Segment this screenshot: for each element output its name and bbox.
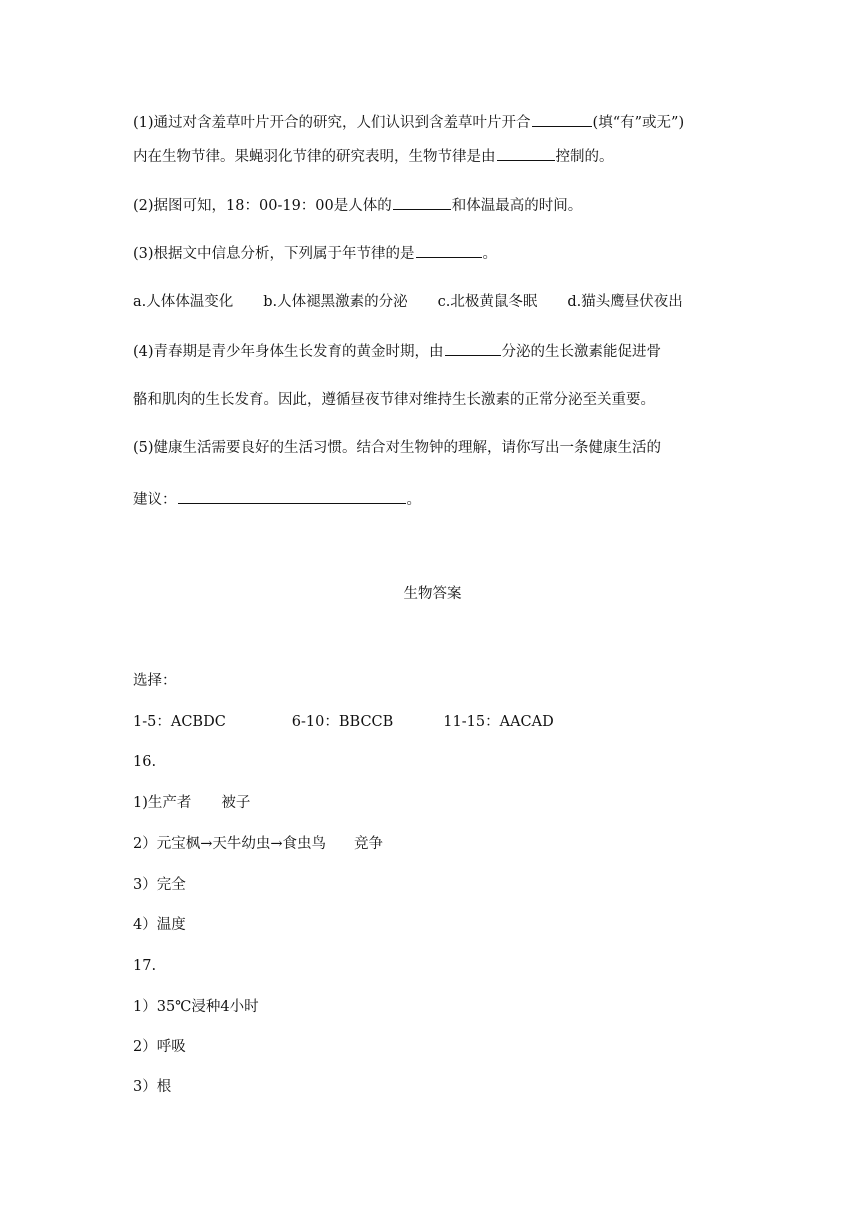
q16-answer-1b: 被子 (221, 795, 251, 811)
question-2-text-a: (2)据图可知，18：00-19：00是人体的 (133, 198, 392, 214)
q16-answer-2a: 2）元宝枫→天牛幼虫→食虫鸟 (133, 836, 327, 852)
question-5-line-2 (133, 489, 421, 510)
question-1-line-2-text-a: 内在生物节律。果蝇羽化节律的研究表明，生物节律是由 (133, 149, 496, 165)
answer-blank[interactable] (416, 243, 482, 258)
question-5-text-b: 。 (406, 492, 421, 508)
option-a: a.人体体温变化 (133, 294, 234, 310)
question-3-text-b: 。 (482, 246, 498, 262)
q16-answer-2 (133, 834, 383, 854)
select-answers (133, 712, 554, 732)
question-3-text-a: (3)根据文中信息分析，下列属于年节律的是 (133, 246, 415, 262)
q16-answer-1a: 1)生产者 (133, 795, 192, 811)
select-label: 选择： (133, 673, 177, 689)
q17-answer-3: 3）根 (133, 1079, 172, 1095)
q17-answer-2: 2）呼吸 (133, 1039, 186, 1055)
select-group-2: 6-10：BBCCB (291, 714, 394, 730)
question-1-text-b: (填“有”或无”) (592, 115, 685, 131)
question-3-options (133, 292, 683, 312)
q16-answer-3: 3）完全 (133, 877, 186, 893)
select-group-3: 11-15：AACAD (443, 714, 554, 730)
question-5-text-a: 建议： (133, 492, 177, 508)
question-2-text-b: 和体温最高的时间。 (451, 198, 583, 214)
q16-answer-1 (133, 793, 250, 813)
q17-answer-1: 1）35℃浸种4小时 (133, 999, 259, 1015)
answer-blank[interactable] (178, 489, 406, 504)
question-1-line-1 (133, 112, 684, 133)
question-5-text: (5)健康生活需要良好的生活习惯。结合对生物钟的理解，请你写出一条健康生活的 (133, 440, 662, 456)
question-4-line-2 (133, 390, 655, 410)
option-c: c.北极黄鼠冬眠 (437, 294, 538, 310)
answers-title: 生物答案 (403, 586, 462, 602)
question-1-line-2-text-b: 控制的。 (555, 149, 614, 165)
q16-answer-2b: 竞争 (354, 836, 384, 852)
question-4-line-2-text: 骼和肌肉的生长发育。因此，遵循昼夜节律对维持生长激素的正常分泌至关重要。 (133, 392, 655, 408)
answer-blank[interactable] (532, 112, 592, 127)
question-1-line-2 (133, 146, 614, 167)
select-group-1: 1-5：ACBDC (133, 714, 226, 730)
option-b: b.人体褪黑激素的分泌 (263, 294, 408, 310)
question-2-line (133, 195, 582, 216)
q17-label: 17. (133, 958, 157, 974)
option-d: d.猫头鹰昼伏夜出 (567, 294, 683, 310)
question-4-text-b: 分泌的生长激素能促进骨 (501, 344, 662, 360)
answer-blank[interactable] (445, 341, 501, 356)
question-3-line (133, 243, 497, 264)
answer-blank[interactable] (497, 146, 555, 161)
question-5-line-1 (133, 438, 661, 458)
q16-label: 16. (133, 754, 157, 770)
q16-answer-4: 4）温度 (133, 917, 186, 933)
question-4-line-1 (133, 341, 661, 362)
question-4-text-a: (4)青春期是青少年身体生长发育的黄金时期，由 (133, 344, 444, 360)
question-1-text-a: (1)通过对含羞草叶片开合的研究，人们认识到含羞草叶片开合 (133, 115, 531, 131)
answer-blank[interactable] (393, 195, 451, 210)
